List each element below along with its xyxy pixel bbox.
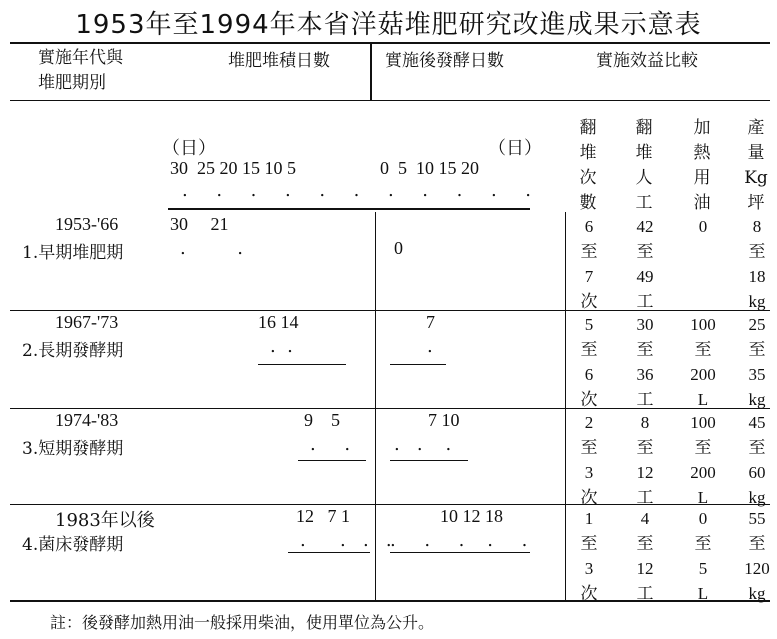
row-3-ferment-bar — [390, 460, 468, 461]
row-1-period: 1.早期堆肥期 — [22, 243, 124, 263]
metric-value: kg — [748, 584, 766, 603]
row-4-oil-values — [688, 506, 718, 606]
metric-value: 次 — [580, 488, 598, 507]
row-3-turns-values — [574, 410, 604, 510]
metric-value: 工 — [636, 390, 654, 409]
row-4-years: 1983年以後 — [55, 510, 155, 531]
row-2-ferment-bar — [390, 364, 446, 365]
metric-value: 8 — [752, 217, 762, 236]
metric-value: 次 — [580, 584, 598, 603]
metric-value: 2 — [584, 413, 594, 432]
axis-left-ticks: 30 25 20 15 10 5 — [170, 158, 296, 178]
metric-value: 25 — [748, 315, 766, 334]
metric-value: 0 — [698, 509, 708, 528]
row-4-pile-bar — [288, 552, 370, 553]
footnote: 註：後發酵加熱用油一般採用柴油，使用單位為公升。 — [50, 613, 435, 632]
metric-value: 至 — [748, 534, 766, 553]
metric-value: 工 — [636, 584, 654, 603]
header-divider — [370, 42, 372, 100]
metric-value: 3 — [584, 559, 594, 578]
metric-value: L — [697, 488, 709, 507]
row-2-period: 2.長期發酵期 — [22, 341, 124, 361]
metric-value: 0 — [698, 217, 708, 236]
metric-value: 7 — [584, 267, 594, 286]
metric-value: 至 — [580, 534, 598, 553]
row-2-yield-values — [742, 312, 772, 412]
metric-value: 120 — [744, 559, 770, 578]
metric-value: 100 — [690, 315, 716, 334]
metric-value: kg — [748, 488, 766, 507]
metric-value: 3 — [584, 463, 594, 482]
row-1-markers: . . — [180, 238, 243, 259]
metric-value: 至 — [748, 340, 766, 359]
row-1-labor-values — [630, 214, 660, 314]
metric-header-labor: 翻 堆 人 工 — [635, 118, 653, 213]
metric-value: 工 — [636, 488, 654, 507]
axis-right-unit: （日） — [488, 138, 542, 159]
row-4-yield-values — [742, 506, 772, 606]
axis-right-ticks: 0 5 10 15 20 — [380, 158, 479, 178]
row-3-ferment-days: 7 10 — [428, 410, 460, 430]
metric-value: 60 — [748, 463, 766, 482]
header-period-label: 堆肥期別 — [38, 73, 106, 93]
row-4-ferment-days: 10 12 18 — [440, 506, 503, 526]
row-3-pile-bar — [298, 460, 366, 461]
metric-value: 至 — [580, 438, 598, 457]
row-3-oil-values — [688, 410, 718, 510]
row-2-ferment-days: 7 — [426, 312, 435, 332]
axis-rule — [168, 208, 530, 210]
metric-value: 12 — [636, 463, 654, 482]
row-2-pile-days: 16 14 — [258, 312, 299, 332]
metric-value: L — [697, 390, 709, 409]
metric-value: 至 — [636, 242, 654, 261]
metric-value — [688, 264, 718, 289]
metric-value: 至 — [636, 438, 654, 457]
row-4-ferment-bar — [390, 552, 530, 553]
metric-value: kg — [748, 292, 766, 311]
header-rule — [10, 100, 770, 101]
metric-value: 至 — [694, 438, 712, 457]
row-4-labor-values — [630, 506, 660, 606]
metric-value: 200 — [690, 365, 716, 384]
row-3-period: 3.短期發酵期 — [22, 439, 124, 459]
page-title: 1953年至1994年本省洋菇堆肥研究改進成果示意表 — [75, 10, 702, 40]
row-4-period: 4.菌床發酵期 — [22, 535, 124, 555]
row-4-pile-days: 12 7 1 — [296, 506, 350, 526]
metric-value: 至 — [580, 340, 598, 359]
row-1-pile-days: 30 21 — [170, 214, 229, 234]
metric-value: 12 — [636, 559, 654, 578]
metric-value: 至 — [748, 242, 766, 261]
metric-header-oil: 加 熱 用 油 — [693, 118, 711, 213]
metrics-divider — [565, 212, 566, 600]
row-2-ferment-marker: . — [427, 336, 433, 357]
metric-value: 45 — [748, 413, 766, 432]
metric-value: 30 — [636, 315, 654, 334]
metric-value: 工 — [636, 292, 654, 311]
header-pile-days: 堆肥堆積日數 — [228, 51, 330, 71]
metric-value — [688, 239, 718, 264]
row-4-turns-values — [574, 506, 604, 606]
metric-value: 1 — [584, 509, 594, 528]
metric-value: 次 — [580, 390, 598, 409]
row-3-ferment-markers: . . . — [394, 434, 452, 455]
metric-value: 55 — [748, 509, 766, 528]
top-rule — [10, 42, 770, 44]
header-benefit: 實施效益比較 — [596, 51, 698, 71]
row-2-pile-bar — [258, 364, 346, 365]
metric-value: 至 — [694, 340, 712, 359]
row-2-years: 1967-'73 — [55, 312, 119, 332]
row-2-labor-values — [630, 312, 660, 412]
row-3-yield-values — [742, 410, 772, 510]
row-1-yield-values — [742, 214, 772, 314]
row-3-years: 1974-'83 — [55, 410, 119, 430]
metric-value — [688, 289, 718, 314]
metric-value: 4 — [640, 509, 650, 528]
row-2-turns-values — [574, 312, 604, 412]
metric-value: 6 — [584, 365, 594, 384]
axis-left-unit: （日） — [162, 138, 216, 159]
row-1-turns-values — [574, 214, 604, 314]
row-3-markers: . . — [310, 434, 351, 455]
metric-value: 100 — [690, 413, 716, 432]
metric-value: 至 — [694, 534, 712, 553]
metric-value: 49 — [636, 267, 654, 286]
axis-tick-marks: . . . . . . . . . . . — [182, 180, 532, 201]
metric-value: 5 — [698, 559, 708, 578]
metric-value: 36 — [636, 365, 654, 384]
metric-value: 18 — [748, 267, 766, 286]
row-3-pile-days: 9 5 — [304, 410, 340, 430]
row-4-ferment-markers: . . . . . — [390, 530, 528, 551]
header-years-label: 實施年代與 — [38, 48, 123, 68]
metric-header-yield: 產 量 Kg 坪 — [744, 118, 768, 213]
metric-value: 至 — [636, 340, 654, 359]
row-4-markers: . . . . — [300, 530, 392, 551]
metric-value: 次 — [580, 292, 598, 311]
metric-value: 42 — [636, 217, 654, 236]
row-1-years: 1953-'66 — [55, 214, 119, 234]
metric-value: 至 — [748, 438, 766, 457]
metric-value: 35 — [748, 365, 766, 384]
header-ferment-days: 實施後發酵日數 — [385, 51, 504, 71]
metric-value: L — [697, 584, 709, 603]
metric-value: 8 — [640, 413, 650, 432]
metric-value: kg — [748, 390, 766, 409]
metric-value: 5 — [584, 315, 594, 334]
metric-value: 200 — [690, 463, 716, 482]
metric-value: 6 — [584, 217, 594, 236]
metric-value: 至 — [580, 242, 598, 261]
row-2-oil-values — [688, 312, 718, 412]
row-1-ferment-days: 0 — [394, 238, 403, 258]
header-years-period — [38, 46, 123, 96]
row-2-markers: . . — [270, 336, 293, 357]
metric-header-turns: 翻 堆 次 數 — [579, 118, 597, 213]
metric-value: 至 — [636, 534, 654, 553]
row-1-oil-values — [688, 214, 718, 314]
row-3-labor-values — [630, 410, 660, 510]
